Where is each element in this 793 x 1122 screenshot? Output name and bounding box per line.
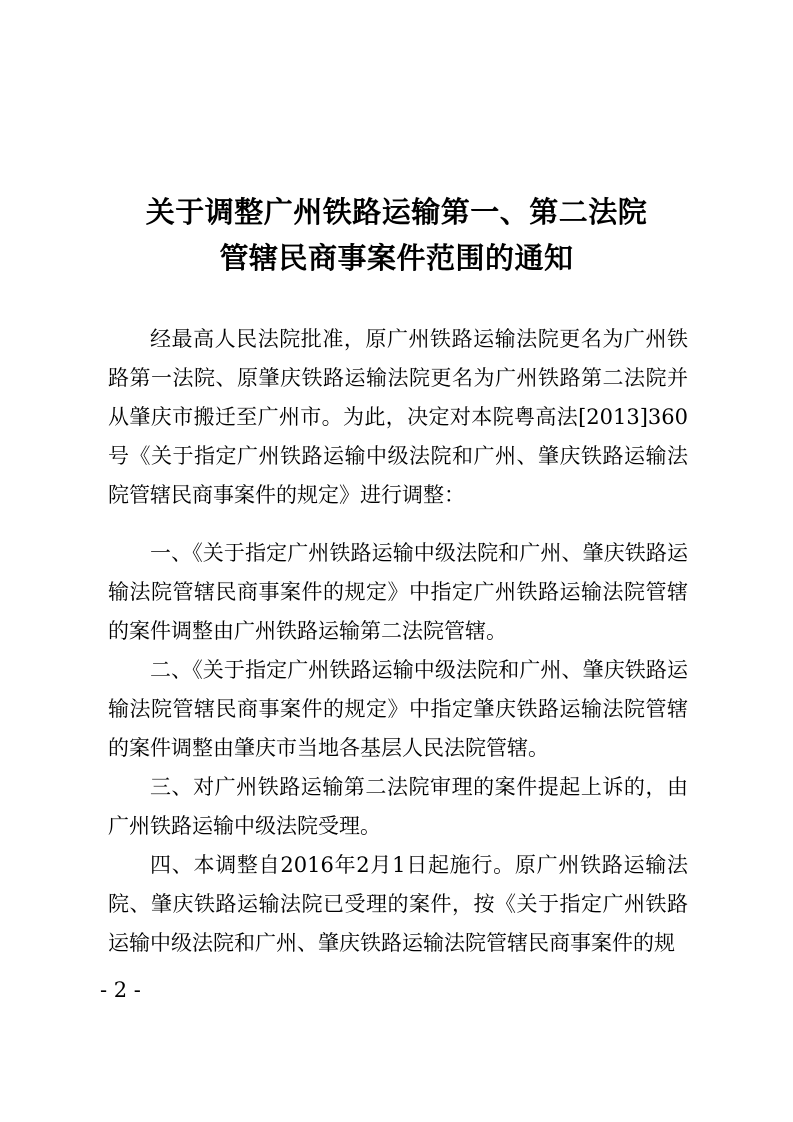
document-title-line-2: 管辖民商事案件范围的通知 bbox=[219, 241, 574, 275]
paragraph-item-4: 四、本调整自2016年2月1日起施行。原广州铁路运输法院、肇庆铁路运输法院已受理的案件，按《关于指定广州铁路运输中级法院和广州、肇庆铁路运输法院管辖民商事案件的规 bbox=[108, 853, 688, 955]
page-number: - 2 - bbox=[100, 978, 141, 1002]
document-title-line-1: 关于调整广州铁路运输第一、第二法院 bbox=[145, 195, 648, 229]
paragraph-intro: 经最高人民法院批准，原广州铁路运输法院更名为广州铁路第一法院、原肇庆铁路运输法院更名为广州铁路第二法院并从肇庆市搬迁至广州市。为此，决定对本院粤高法[2013]360号《关于指定广州铁路运输中级法院和广州、肇庆铁路运输法院管辖民商事案件的规定》进行调整： bbox=[108, 327, 688, 507]
paragraph-item-3: 三、对广州铁路运输第二法院审理的案件提起上诉的，由广州铁路运输中级法院受理。 bbox=[108, 775, 688, 838]
paragraph-item-2: 二、《关于指定广州铁路运输中级法院和广州、肇庆铁路运输法院管辖民商事案件的规定》中指定肇庆铁路运输法院管辖的案件调整由肇庆市当地各基层人民法院管辖。 bbox=[108, 658, 688, 760]
paragraph-item-1: 一、《关于指定广州铁路运输中级法院和广州、肇庆铁路运输法院管辖民商事案件的规定》中指定广州铁路运输法院管辖的案件调整由广州铁路运输第二法院管辖。 bbox=[108, 541, 688, 643]
